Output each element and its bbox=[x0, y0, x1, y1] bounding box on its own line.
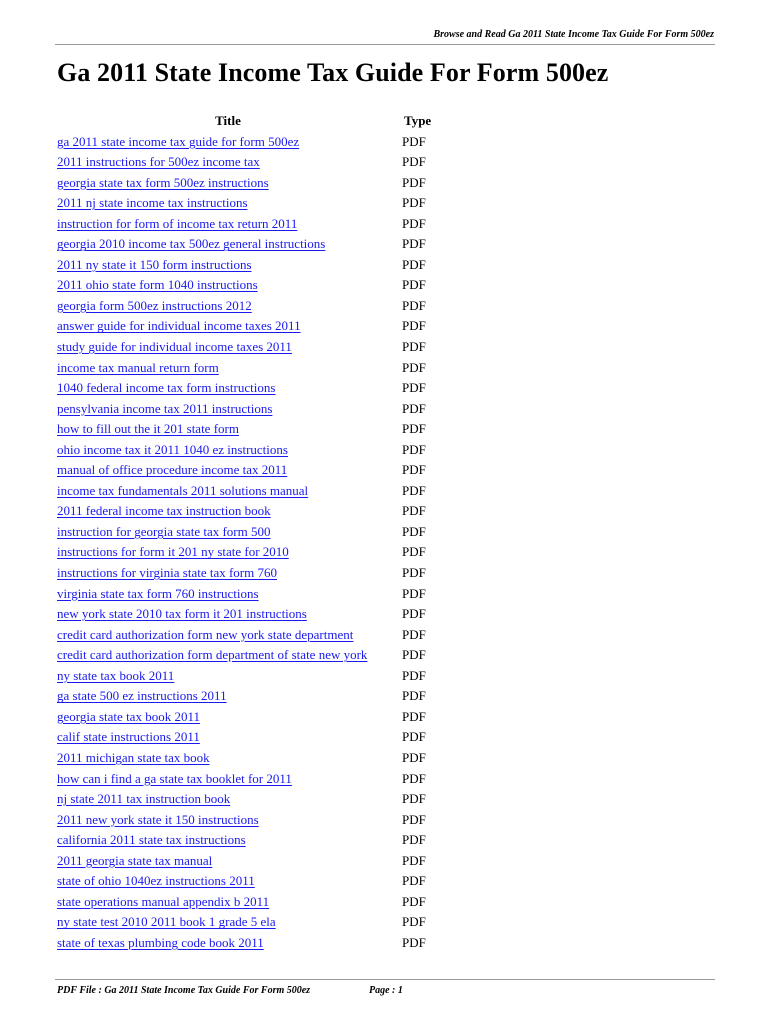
document-link[interactable]: credit card authorization form new york state department bbox=[57, 626, 354, 642]
table-header-row bbox=[57, 111, 447, 132]
document-type: PDF bbox=[402, 441, 426, 457]
table-row bbox=[57, 132, 447, 153]
document-type: PDF bbox=[402, 277, 426, 293]
document-type: PDF bbox=[402, 606, 426, 622]
document-link[interactable]: california 2011 state tax instructions bbox=[57, 832, 246, 848]
document-type: PDF bbox=[402, 174, 426, 190]
documents-table bbox=[57, 111, 447, 953]
document-link[interactable]: credit card authorization form department of state new york bbox=[57, 647, 368, 663]
document-type: PDF bbox=[402, 914, 426, 930]
document-link[interactable]: georgia 2010 income tax 500ez general instructions bbox=[57, 236, 326, 252]
document-link[interactable]: ohio income tax it 2011 1040 ez instructions bbox=[57, 441, 288, 457]
document-link[interactable]: 2011 nj state income tax instructions bbox=[57, 195, 248, 211]
table-row bbox=[57, 378, 447, 399]
document-type: PDF bbox=[402, 339, 426, 355]
table-row bbox=[57, 234, 447, 255]
table-row bbox=[57, 173, 447, 194]
table-row bbox=[57, 933, 447, 954]
document-link[interactable]: state of ohio 1040ez instructions 2011 bbox=[57, 873, 255, 889]
document-type: PDF bbox=[402, 503, 426, 519]
document-type: PDF bbox=[402, 934, 426, 950]
document-type: PDF bbox=[402, 482, 426, 498]
document-link[interactable]: answer guide for individual income taxes 2011 bbox=[57, 318, 301, 334]
header-divider bbox=[55, 44, 715, 45]
document-type: PDF bbox=[402, 626, 426, 642]
document-type: PDF bbox=[402, 462, 426, 478]
document-link[interactable]: ga state 500 ez instructions 2011 bbox=[57, 688, 227, 704]
table-row bbox=[57, 296, 447, 317]
document-type: PDF bbox=[402, 749, 426, 765]
document-type: PDF bbox=[402, 215, 426, 231]
column-header-type: Type bbox=[404, 113, 432, 128]
document-type: PDF bbox=[402, 400, 426, 416]
document-link[interactable]: ga 2011 state income tax guide for form 500ez bbox=[57, 133, 300, 149]
footer-file-text: PDF File : Ga 2011 State Income Tax Guide For Form 500ez bbox=[57, 985, 311, 996]
document-type: PDF bbox=[402, 565, 426, 581]
document-link[interactable]: ny state test 2010 2011 book 1 grade 5 ela bbox=[57, 914, 276, 930]
document-type: PDF bbox=[402, 421, 426, 437]
table-row bbox=[57, 727, 447, 748]
document-type: PDF bbox=[402, 647, 426, 663]
document-type: PDF bbox=[402, 873, 426, 889]
document-link[interactable]: state of texas plumbing code book 2011 bbox=[57, 934, 264, 950]
document-link[interactable]: study guide for individual income taxes 2011 bbox=[57, 339, 292, 355]
document-link[interactable]: instructions for form it 201 ny state for 2010 bbox=[57, 544, 289, 560]
document-link[interactable]: instructions for virginia state tax form 760 bbox=[57, 565, 277, 581]
table-row bbox=[57, 604, 447, 625]
document-type: PDF bbox=[402, 523, 426, 539]
document-type: PDF bbox=[402, 667, 426, 683]
table-row bbox=[57, 912, 447, 933]
document-type: PDF bbox=[402, 154, 426, 170]
document-link[interactable]: virginia state tax form 760 instructions bbox=[57, 585, 259, 601]
document-link[interactable]: state operations manual appendix b 2011 bbox=[57, 893, 270, 909]
document-link[interactable]: 2011 michigan state tax book bbox=[57, 749, 210, 765]
document-type: PDF bbox=[402, 811, 426, 827]
document-type: PDF bbox=[402, 297, 426, 313]
document-link[interactable]: how to fill out the it 201 state form bbox=[57, 421, 239, 437]
document-link[interactable]: income tax manual return form bbox=[57, 359, 219, 375]
document-type: PDF bbox=[402, 380, 426, 396]
table-row bbox=[57, 686, 447, 707]
table-row bbox=[57, 645, 447, 666]
table-row bbox=[57, 707, 447, 728]
table-body bbox=[57, 132, 447, 954]
document-type: PDF bbox=[402, 585, 426, 601]
document-type: PDF bbox=[402, 195, 426, 211]
table-row bbox=[57, 193, 447, 214]
table-row bbox=[57, 789, 447, 810]
document-link[interactable]: how can i find a ga state tax booklet for 2011 bbox=[57, 770, 292, 786]
document-type: PDF bbox=[402, 133, 426, 149]
table-row bbox=[57, 481, 447, 502]
table-row bbox=[57, 419, 447, 440]
document-link[interactable]: income tax fundamentals 2011 solutions manual bbox=[57, 482, 309, 498]
table-row bbox=[57, 522, 447, 543]
document-title: Ga 2011 State Income Tax Guide For Form 500ez bbox=[57, 58, 609, 87]
table-row bbox=[57, 460, 447, 481]
table-row bbox=[57, 892, 447, 913]
document-type: PDF bbox=[402, 729, 426, 745]
document-type: PDF bbox=[402, 791, 426, 807]
document-type: PDF bbox=[402, 544, 426, 560]
document-link[interactable]: manual of office procedure income tax 2011 bbox=[57, 462, 288, 478]
table-row bbox=[57, 769, 447, 790]
document-link[interactable]: 2011 instructions for 500ez income tax bbox=[57, 154, 260, 170]
document-type: PDF bbox=[402, 318, 426, 334]
document-link[interactable]: 1040 federal income tax form instructions bbox=[57, 380, 276, 396]
header-browse-text: Browse and Read Ga 2011 State Income Tax Guide For Form 500ez bbox=[433, 29, 714, 40]
table-row bbox=[57, 748, 447, 769]
table-row bbox=[57, 871, 447, 892]
document-link[interactable]: instruction for form of income tax return 2011 bbox=[57, 215, 298, 231]
table-row bbox=[57, 316, 447, 337]
table-row bbox=[57, 563, 447, 584]
table-row bbox=[57, 830, 447, 851]
document-link[interactable]: calif state instructions 2011 bbox=[57, 729, 200, 745]
document-link[interactable]: pensylvania income tax 2011 instructions bbox=[57, 400, 273, 416]
table-row bbox=[57, 214, 447, 235]
document-type: PDF bbox=[402, 832, 426, 848]
table-row bbox=[57, 542, 447, 563]
table-row bbox=[57, 666, 447, 687]
footer-page-number: Page : 1 bbox=[369, 985, 403, 996]
table-row bbox=[57, 275, 447, 296]
document-link[interactable]: georgia state tax book 2011 bbox=[57, 708, 200, 724]
document-type: PDF bbox=[402, 688, 426, 704]
document-type: PDF bbox=[402, 708, 426, 724]
document-link[interactable]: instruction for georgia state tax form 500 bbox=[57, 523, 271, 539]
table-row bbox=[57, 851, 447, 872]
document-link[interactable]: georgia state tax form 500ez instructions bbox=[57, 174, 269, 190]
document-link[interactable]: new york state 2010 tax form it 201 instructions bbox=[57, 606, 307, 622]
column-header-title: Title bbox=[215, 113, 241, 128]
document-link[interactable]: 2011 federal income tax instruction book bbox=[57, 503, 271, 519]
document-type: PDF bbox=[402, 236, 426, 252]
table-row bbox=[57, 255, 447, 276]
table-row bbox=[57, 399, 447, 420]
table-row bbox=[57, 358, 447, 379]
document-type: PDF bbox=[402, 359, 426, 375]
document-link[interactable]: nj state 2011 tax instruction book bbox=[57, 791, 231, 807]
document-type: PDF bbox=[402, 893, 426, 909]
table-row bbox=[57, 337, 447, 358]
document-type: PDF bbox=[402, 852, 426, 868]
table-row bbox=[57, 501, 447, 522]
document-link[interactable]: 2011 ny state it 150 form instructions bbox=[57, 256, 252, 272]
footer-divider bbox=[55, 979, 715, 980]
table-row bbox=[57, 152, 447, 173]
table-row bbox=[57, 440, 447, 461]
document-link[interactable]: 2011 new york state it 150 instructions bbox=[57, 811, 259, 827]
table-row bbox=[57, 810, 447, 831]
document-link[interactable]: 2011 ohio state form 1040 instructions bbox=[57, 277, 258, 293]
document-type: PDF bbox=[402, 770, 426, 786]
table-row bbox=[57, 584, 447, 605]
document-link[interactable]: georgia form 500ez instructions 2012 bbox=[57, 297, 252, 313]
table-row bbox=[57, 625, 447, 646]
document-type: PDF bbox=[402, 256, 426, 272]
document-link[interactable]: ny state tax book 2011 bbox=[57, 667, 175, 683]
document-link[interactable]: 2011 georgia state tax manual bbox=[57, 852, 213, 868]
